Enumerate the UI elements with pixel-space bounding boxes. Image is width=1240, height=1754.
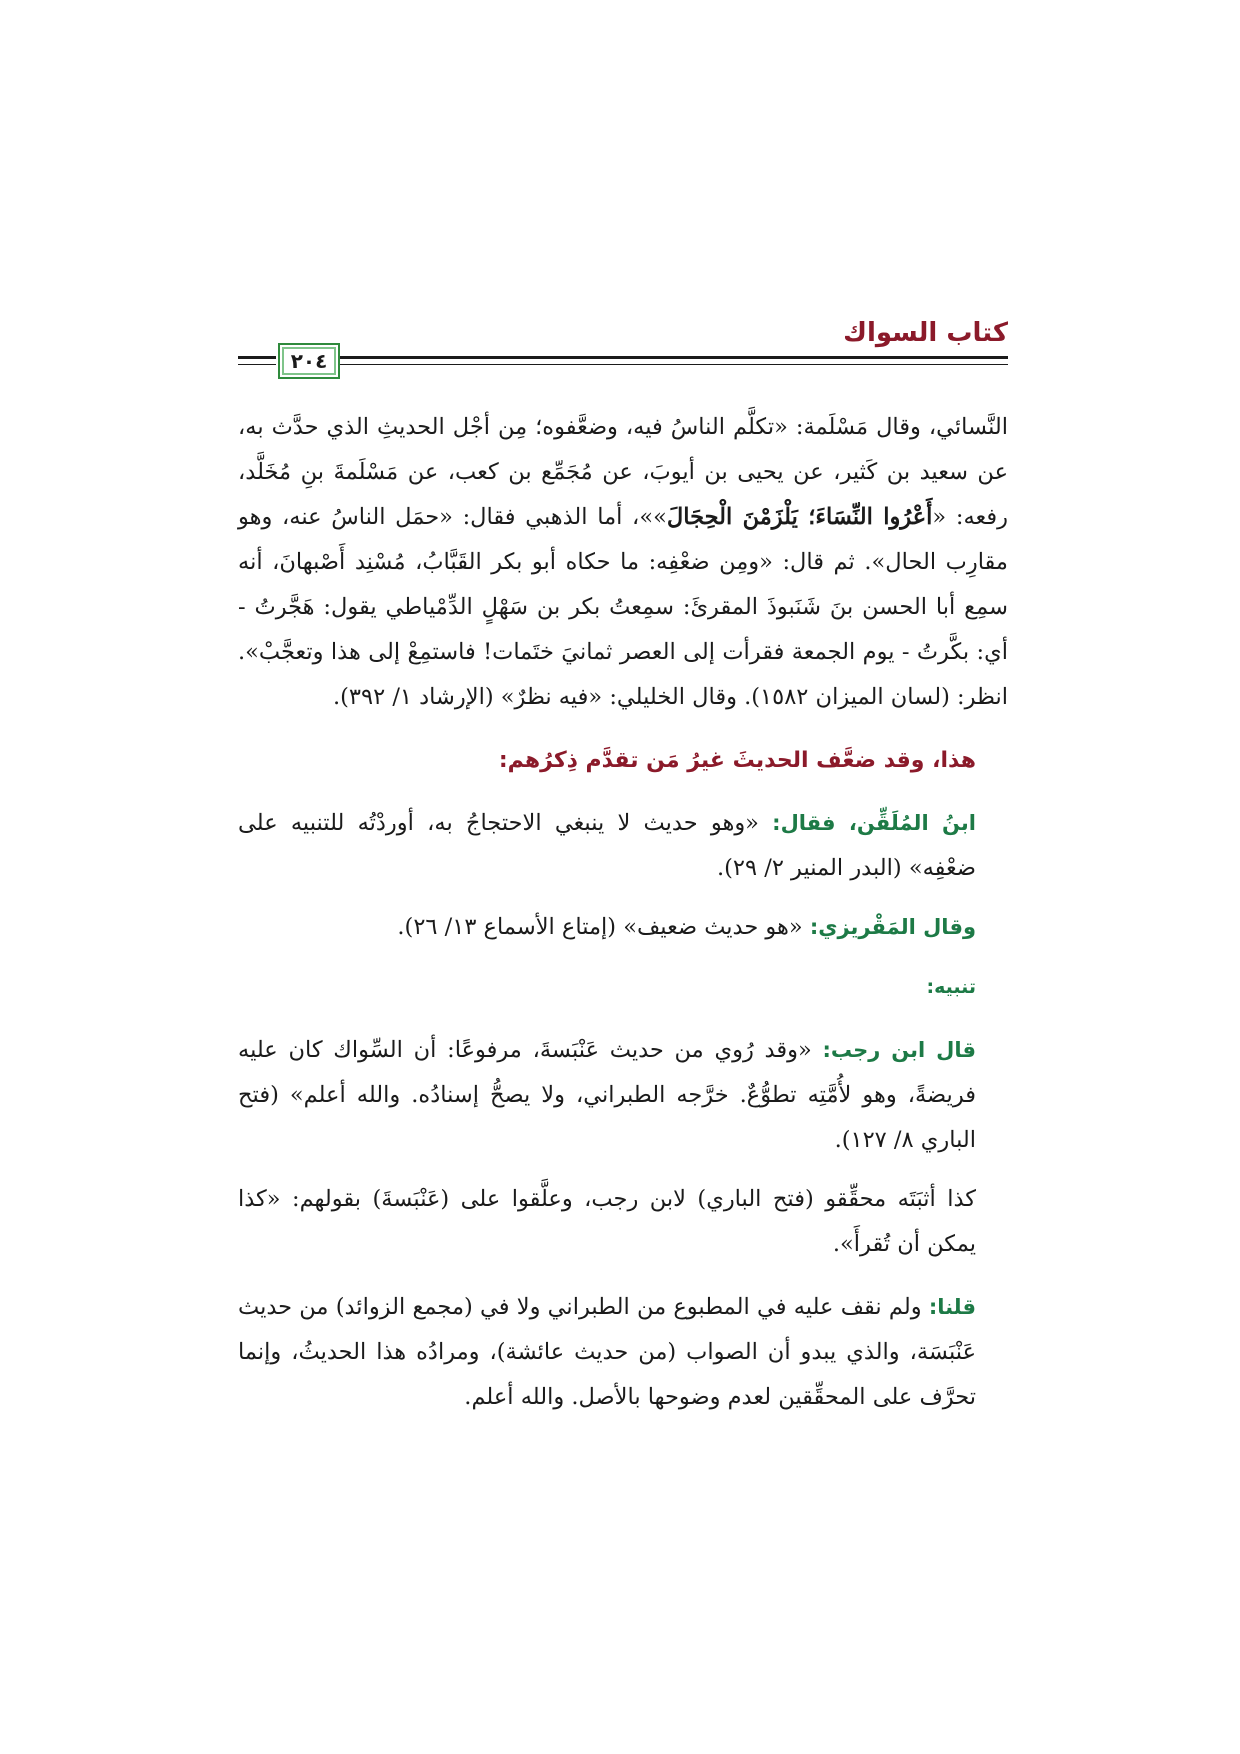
paragraph-conclusion: [238, 1285, 1008, 1420]
paragraph-text: «وهو حديث لا ينبغي الاحتجاجُ به، أوردْتُه للتنبيه على ضعْفِه» (البدر المنير ٢/ ٢٩).: [238, 810, 976, 881]
page-number-badge: [278, 343, 340, 379]
book-title: كتاب السواك: [843, 318, 1008, 348]
paragraph-maqrizi: [238, 905, 1008, 950]
paragraph-narrators: [238, 405, 1008, 720]
paragraph-text: النَّسائي، وقال مَسْلَمة: «تكلَّم الناسُ فيه، وضعَّفوه؛ مِن أجْل الحديثِ الذي حدَّث به، عن سعيد بن كَثير، عن يحيى بن أيوبَ، عن مُجَمِّع بن كعب، عن مَسْلَمةَ بنِ مُخَلَّد، رفعه: «: [238, 414, 1008, 530]
scholar-name: قلنا:: [928, 1295, 976, 1319]
page-body: [238, 405, 1008, 1420]
paragraph-ibn-rajab: [238, 1028, 1008, 1163]
scholar-name: وقال المَقْريزي:: [809, 915, 976, 939]
paragraph-text: ولم نقف عليه في المطبوع من الطبراني ولا في (مجمع الزوائد) من حديث عَنْبَسَة، والذي يبدو أن الصواب (من حديث عائشة)، ومرادُه هذا الحديثُ، وإنما تحرَّف على المحقِّقين لعدم وضوحها بالأصل. والله أعلم.: [238, 1294, 976, 1410]
heading-text: هذا، وقد ضعَّف الحديثَ غيرُ مَن تقدَّم ذِكرُهم:: [498, 748, 976, 773]
scholar-name: ابنُ المُلَقِّن، فقال:: [772, 811, 976, 835]
header-rule-thin: [286, 364, 1008, 365]
paragraph-ibn-mulaqqin: [238, 801, 1008, 891]
hadith-quote: أَعْرُوا النِّسَاءَ؛ يَلْزَمْنَ الْحِجَالَ: [666, 504, 933, 530]
note-label: تنبيه:: [926, 976, 976, 998]
page-number: ٢٠٤: [290, 349, 328, 373]
header-rule-left-thin: [238, 364, 276, 365]
header-rule-left-thick: [238, 356, 276, 359]
paragraph-editors-note: [238, 1177, 1008, 1267]
paragraph-text: كذا أثبَتَه محقِّقو (فتح الباري) لابن رجب، وعلَّقوا على (عَنْبَسةَ) بقولهم: «كذا يمكن أن تُقرأَ».: [238, 1186, 976, 1257]
paragraph-text: «هو حديث ضعيف» (إمتاع الأسماع ١٣/ ٢٦).: [397, 914, 810, 940]
page-header: [238, 310, 1008, 390]
paragraph-text: «وقد رُوي من حديث عَنْبَسةَ، مرفوعًا: أن السِّواك كان عليه فريضةً، وهو لأُمَّتِه تطوُّعٌ. خرَّجه الطبراني، ولا يصحُّ إسنادُه. والله أعلم» (فتح الباري ٨/ ١٢٧).: [238, 1037, 976, 1153]
note-label-line: [238, 964, 1008, 1010]
scholar-name: قال ابن رجب:: [822, 1038, 976, 1062]
paragraph-text: »»، أما الذهبي فقال: «حمَل الناسُ عنه، وهو مقارِب الحال». ثم قال: «ومِن ضعْفِه: ما حكاه أبو بكر القَبَّابُ، مُسْنِد أَصْبهانَ، أنه سمِع أبا الحسن بنَ شَنَبوذَ المقرئَ: سمِعتُ بكر بن سَهْلٍ الدِّمْياطي يقول: هَجَّرتُ - أي: بكَّرتُ - يوم الجمعة فقرأت إلى العصر ثمانيَ ختَمات! فاستمِعْ إلى هذا وتعجَّبْ». انظر: (لسان الميزان ١٥٨٢). وقال الخليلي: «فيه نظرٌ» (الإرشاد ١/ ٣٩٢).: [238, 504, 1008, 710]
header-rule-thick: [286, 356, 1008, 359]
section-heading: [238, 738, 1008, 783]
